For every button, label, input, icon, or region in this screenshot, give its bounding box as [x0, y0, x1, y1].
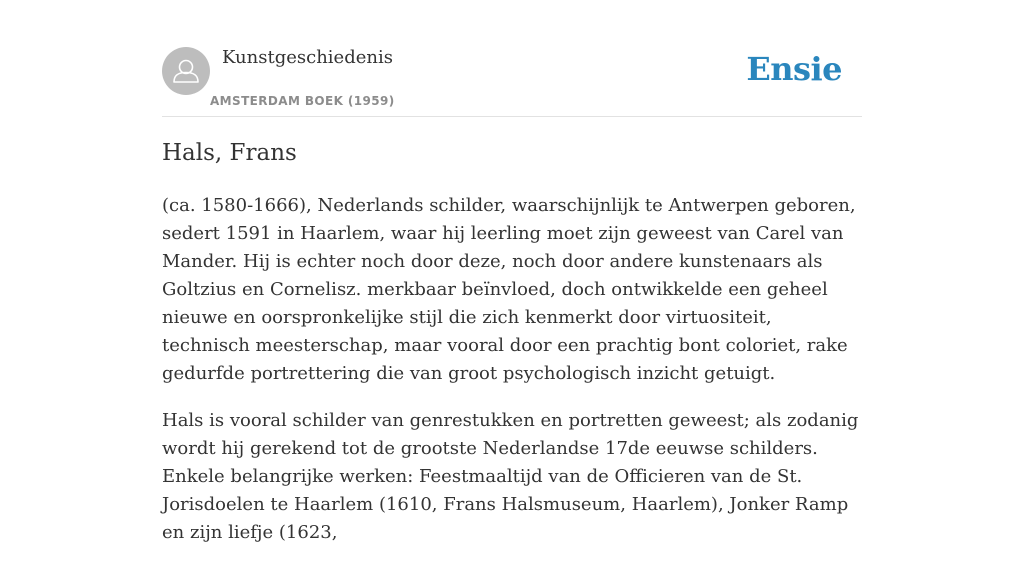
user-icon-glyph	[162, 47, 210, 95]
user-icon[interactable]	[162, 47, 210, 95]
source-label[interactable]: AMSTERDAM BOEK (1959)	[210, 94, 395, 108]
article-page	[162, 0, 862, 543]
article-title: Hals, Frans	[162, 140, 297, 166]
article-paragraph: (ca. 1580-1666), Nederlands schilder, waarschijnlijk te Antwerpen geboren, sedert 1591 in Haarlem, waar hij leerling moet zijn geweest van Carel van Mander. Hij is echter noch door deze, noch door andere kunstenaars als Goltzius en Cornelisz. merkbaar beïnvloed, doch ontwikkelde een geheel nieuwe en oorspronkelijke stijl die zich kenmerkt door virtuositeit, technisch meesterschap, maar vooral door een prachtig bont coloriet, rake gedurfde portrettering die van groot psychologisch inzicht getuigt.	[162, 195, 856, 384]
article-body	[162, 192, 862, 566]
article-header	[162, 0, 862, 117]
ensie-logo[interactable]: Ensie	[746, 50, 842, 88]
category-link[interactable]: Kunstgeschiedenis	[222, 47, 393, 68]
article-paragraph: Hals is vooral schilder van genrestukken en portretten geweest; als zodanig wordt hij gerekend tot de grootste Nederlandse 17de eeuwse schilders. Enkele belangrijke werken: Feestmaaltijd van de Officieren van de St. Jorisdoelen te Haarlem (1610, Frans Halsmuseum, Haarlem), Jonker Ramp en zijn liefje (1623,	[162, 410, 859, 543]
